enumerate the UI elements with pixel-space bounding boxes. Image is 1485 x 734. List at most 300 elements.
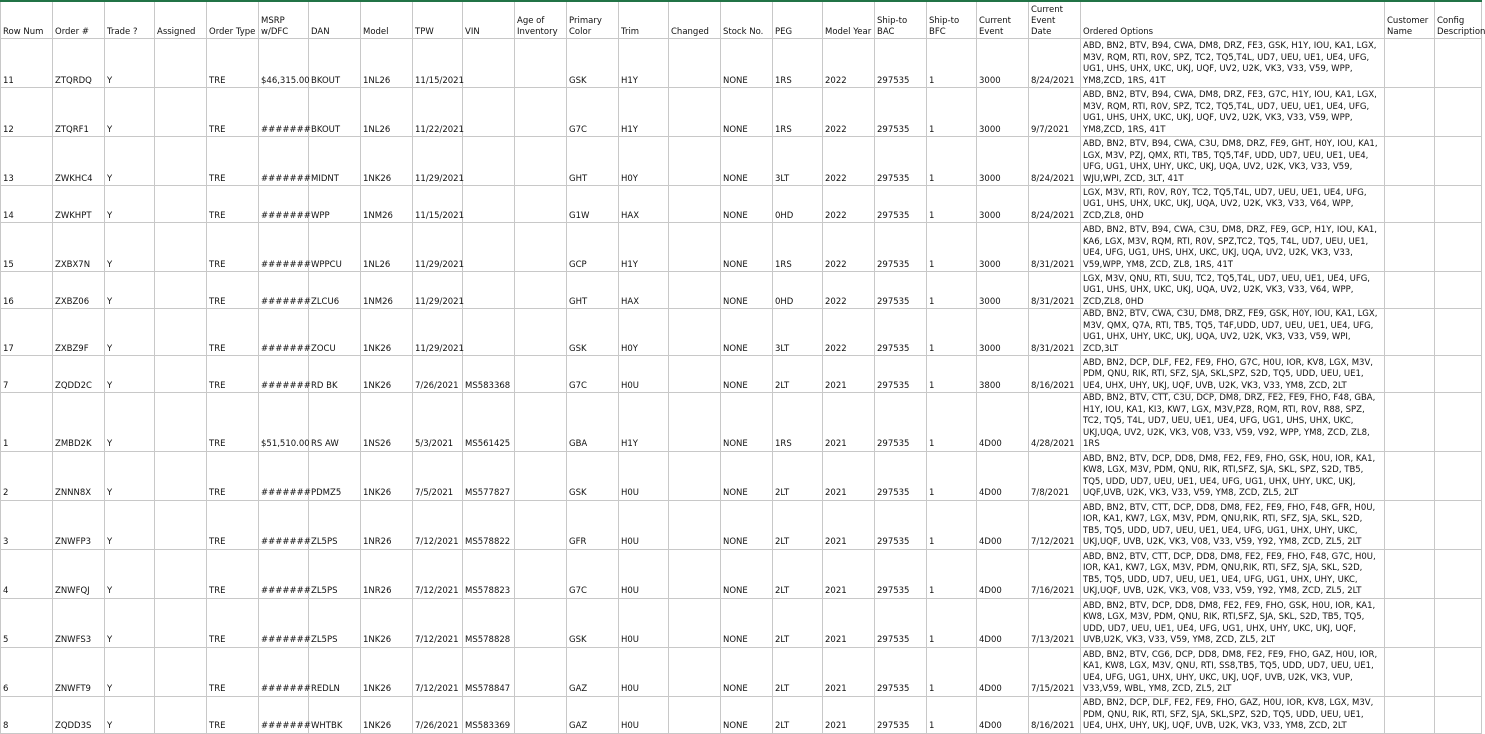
table-cell[interactable]: G7C bbox=[567, 356, 619, 393]
table-cell[interactable]: 7/12/2021 bbox=[413, 598, 463, 647]
table-cell[interactable] bbox=[155, 598, 207, 647]
table-cell[interactable] bbox=[1385, 500, 1435, 549]
table-cell[interactable]: 11 bbox=[1, 39, 53, 88]
table-cell[interactable]: Y bbox=[105, 598, 155, 647]
table-cell[interactable]: 8/16/2021 bbox=[1029, 356, 1081, 393]
column-header[interactable]: VIN bbox=[463, 1, 515, 39]
table-cell[interactable] bbox=[515, 500, 567, 549]
table-cell[interactable]: 11/29/2021 bbox=[413, 309, 463, 356]
table-cell[interactable]: 1 bbox=[927, 272, 977, 309]
table-cell[interactable]: TRE bbox=[207, 137, 259, 186]
table-cell[interactable]: 3000 bbox=[977, 186, 1029, 223]
table-cell[interactable]: TRE bbox=[207, 272, 259, 309]
table-cell[interactable] bbox=[155, 647, 207, 696]
table-cell[interactable]: H0U bbox=[619, 647, 669, 696]
table-cell[interactable] bbox=[1385, 647, 1435, 696]
table-cell[interactable]: TRE bbox=[207, 393, 259, 452]
table-cell[interactable]: 7/12/2021 bbox=[413, 549, 463, 598]
table-cell[interactable]: 8/31/2021 bbox=[1029, 272, 1081, 309]
table-cell[interactable]: ZNWFP3 bbox=[53, 500, 105, 549]
table-cell[interactable]: WPPCU bbox=[309, 223, 361, 272]
table-cell[interactable] bbox=[515, 451, 567, 500]
table-cell[interactable]: NONE bbox=[721, 598, 773, 647]
table-cell[interactable]: 0HD bbox=[773, 186, 823, 223]
table-cell[interactable]: Y bbox=[105, 309, 155, 356]
table-cell[interactable]: Y bbox=[105, 88, 155, 137]
table-cell[interactable]: 17 bbox=[1, 309, 53, 356]
table-cell[interactable]: RD BK bbox=[309, 356, 361, 393]
table-cell[interactable]: 297535 bbox=[875, 598, 927, 647]
table-cell[interactable]: 297535 bbox=[875, 500, 927, 549]
table-cell[interactable]: 8 bbox=[1, 696, 53, 733]
column-header[interactable]: Ship-to BFC bbox=[927, 1, 977, 39]
table-cell[interactable]: 1NK26 bbox=[361, 137, 413, 186]
table-cell[interactable]: GAZ bbox=[567, 696, 619, 733]
table-cell[interactable]: 11/22/2021 bbox=[413, 88, 463, 137]
table-cell[interactable]: BKOUT bbox=[309, 39, 361, 88]
table-cell[interactable]: Y bbox=[105, 356, 155, 393]
table-cell[interactable] bbox=[155, 549, 207, 598]
table-cell[interactable] bbox=[155, 696, 207, 733]
table-cell[interactable]: 1NR26 bbox=[361, 549, 413, 598]
table-cell[interactable]: 9/7/2021 bbox=[1029, 88, 1081, 137]
table-cell[interactable] bbox=[515, 393, 567, 452]
table-cell[interactable] bbox=[515, 186, 567, 223]
table-cell[interactable]: 8/24/2021 bbox=[1029, 137, 1081, 186]
table-cell[interactable] bbox=[669, 393, 721, 452]
table-cell[interactable]: BKOUT bbox=[309, 88, 361, 137]
column-header[interactable]: DAN bbox=[309, 1, 361, 39]
table-cell[interactable]: H0Y bbox=[619, 309, 669, 356]
table-cell[interactable] bbox=[1435, 309, 1482, 356]
table-cell[interactable]: 2 bbox=[1, 451, 53, 500]
table-cell[interactable] bbox=[669, 186, 721, 223]
column-header[interactable]: Trim bbox=[619, 1, 669, 39]
table-cell[interactable] bbox=[463, 137, 515, 186]
table-cell[interactable]: 7/8/2021 bbox=[1029, 451, 1081, 500]
table-cell[interactable]: 13 bbox=[1, 137, 53, 186]
table-cell[interactable]: 0HD bbox=[773, 272, 823, 309]
table-cell[interactable]: NONE bbox=[721, 549, 773, 598]
table-cell[interactable]: 2021 bbox=[823, 598, 875, 647]
table-cell[interactable]: TRE bbox=[207, 39, 259, 88]
table-cell[interactable]: ABD, BN2, BTV, CTT, DCP, DD8, DM8, FE2, FE9, FHO, F48, G7C, H0U, IOR, KA1, KW7, LGX, M3V, PDM, QNU,RIK, RTI, SFZ, SJA, SKL, S2D, TB5, TQ5, UDD, UD7, UEU, UE1, UE4, UFG, UG1, UHX, UHY, UKC, UKJ,UQF, UVB, U2K, VK3, V08, V33, V59, Y92, YM8, ZCD, ZL5, 2LT bbox=[1081, 549, 1385, 598]
table-cell[interactable] bbox=[1435, 356, 1482, 393]
table-cell[interactable]: 1 bbox=[927, 647, 977, 696]
table-cell[interactable] bbox=[155, 393, 207, 452]
table-cell[interactable] bbox=[1435, 223, 1482, 272]
table-cell[interactable]: H0U bbox=[619, 696, 669, 733]
table-cell[interactable]: Y bbox=[105, 39, 155, 88]
table-cell[interactable]: 3LT bbox=[773, 137, 823, 186]
table-cell[interactable]: Y bbox=[105, 393, 155, 452]
table-cell[interactable] bbox=[1385, 39, 1435, 88]
table-cell[interactable]: H1Y bbox=[619, 393, 669, 452]
table-cell[interactable]: 1NK26 bbox=[361, 696, 413, 733]
table-cell[interactable]: GSK bbox=[567, 598, 619, 647]
table-cell[interactable]: 4D00 bbox=[977, 598, 1029, 647]
column-header[interactable]: Model Year bbox=[823, 1, 875, 39]
table-cell[interactable]: GBA bbox=[567, 393, 619, 452]
table-cell[interactable] bbox=[1385, 137, 1435, 186]
table-cell[interactable]: 7/13/2021 bbox=[1029, 598, 1081, 647]
table-cell[interactable]: ####### bbox=[259, 451, 309, 500]
table-cell[interactable]: NONE bbox=[721, 500, 773, 549]
table-cell[interactable] bbox=[1435, 393, 1482, 452]
table-cell[interactable]: NONE bbox=[721, 309, 773, 356]
table-cell[interactable]: ZWKHPT bbox=[53, 186, 105, 223]
table-cell[interactable]: 1 bbox=[1, 393, 53, 452]
table-cell[interactable]: 297535 bbox=[875, 137, 927, 186]
table-cell[interactable]: TRE bbox=[207, 186, 259, 223]
table-cell[interactable]: 297535 bbox=[875, 549, 927, 598]
table-cell[interactable]: 8/24/2021 bbox=[1029, 186, 1081, 223]
table-cell[interactable]: TRE bbox=[207, 356, 259, 393]
table-cell[interactable]: TRE bbox=[207, 451, 259, 500]
table-cell[interactable] bbox=[1435, 696, 1482, 733]
table-cell[interactable] bbox=[1385, 549, 1435, 598]
table-cell[interactable]: GSK bbox=[567, 451, 619, 500]
table-cell[interactable] bbox=[515, 696, 567, 733]
table-cell[interactable]: 2021 bbox=[823, 451, 875, 500]
table-cell[interactable] bbox=[155, 272, 207, 309]
table-cell[interactable] bbox=[1385, 223, 1435, 272]
table-cell[interactable]: 6 bbox=[1, 647, 53, 696]
table-cell[interactable] bbox=[155, 223, 207, 272]
table-cell[interactable]: H1Y bbox=[619, 39, 669, 88]
table-cell[interactable]: NONE bbox=[721, 647, 773, 696]
table-cell[interactable] bbox=[1435, 647, 1482, 696]
table-cell[interactable]: 1 bbox=[927, 39, 977, 88]
table-cell[interactable]: H0U bbox=[619, 549, 669, 598]
table-cell[interactable]: ZWKHC4 bbox=[53, 137, 105, 186]
table-cell[interactable]: 2022 bbox=[823, 39, 875, 88]
table-cell[interactable]: 8/31/2021 bbox=[1029, 309, 1081, 356]
column-header[interactable]: Ordered Options bbox=[1081, 1, 1385, 39]
table-cell[interactable]: 1 bbox=[927, 186, 977, 223]
table-cell[interactable]: 297535 bbox=[875, 696, 927, 733]
table-cell[interactable]: 8/24/2021 bbox=[1029, 39, 1081, 88]
column-header[interactable]: MSRP w/DFC bbox=[259, 1, 309, 39]
table-cell[interactable]: ####### bbox=[259, 272, 309, 309]
table-cell[interactable]: 2022 bbox=[823, 88, 875, 137]
table-cell[interactable]: ABD, BN2, BTV, CG6, DCP, DD8, DM8, FE2, FE9, FHO, GAZ, H0U, IOR, KA1, KW8, LGX, M3V, QNU, RTI, SS8,TB5, TQ5, UDD, UD7, UEU, UE1, UE4, UFG, UG1, UHX, UHY, UKC, UKJ, UQF, UVB, U2K, VK3, VUP, V33,V59, WBL, YM8, ZCD, ZL5, 2LT bbox=[1081, 647, 1385, 696]
table-cell[interactable]: 2LT bbox=[773, 549, 823, 598]
table-cell[interactable]: ZNNN8X bbox=[53, 451, 105, 500]
table-cell[interactable] bbox=[1435, 549, 1482, 598]
table-cell[interactable]: 1 bbox=[927, 393, 977, 452]
table-cell[interactable]: 1 bbox=[927, 696, 977, 733]
table-cell[interactable]: 16 bbox=[1, 272, 53, 309]
table-cell[interactable]: 2022 bbox=[823, 309, 875, 356]
table-cell[interactable]: G7C bbox=[567, 549, 619, 598]
table-cell[interactable]: $51,510.00 bbox=[259, 393, 309, 452]
table-cell[interactable] bbox=[1435, 88, 1482, 137]
table-cell[interactable]: 297535 bbox=[875, 39, 927, 88]
table-cell[interactable]: LGX, M3V, QNU, RTI, SUU, TC2, TQ5,T4L, UD7, UEU, UE1, UE4, UFG, UG1, UHS, UHX, UKC, UKJ, UQA, UV2, U2K, VK3, V33, V64, WPP, ZCD,ZL8, 0HD bbox=[1081, 272, 1385, 309]
table-cell[interactable]: ZOCU bbox=[309, 309, 361, 356]
table-cell[interactable] bbox=[155, 88, 207, 137]
table-cell[interactable]: MS561425 bbox=[463, 393, 515, 452]
table-cell[interactable]: REDLN bbox=[309, 647, 361, 696]
table-cell[interactable] bbox=[1435, 598, 1482, 647]
table-cell[interactable]: TRE bbox=[207, 223, 259, 272]
table-cell[interactable]: 297535 bbox=[875, 272, 927, 309]
table-cell[interactable]: 1 bbox=[927, 451, 977, 500]
table-cell[interactable]: 1NM26 bbox=[361, 186, 413, 223]
table-cell[interactable]: Y bbox=[105, 647, 155, 696]
table-cell[interactable]: 1 bbox=[927, 598, 977, 647]
table-cell[interactable] bbox=[1435, 272, 1482, 309]
table-cell[interactable]: 12 bbox=[1, 88, 53, 137]
table-cell[interactable]: HAX bbox=[619, 186, 669, 223]
table-cell[interactable] bbox=[1385, 393, 1435, 452]
table-cell[interactable] bbox=[669, 39, 721, 88]
table-cell[interactable]: MS578828 bbox=[463, 598, 515, 647]
table-cell[interactable]: NONE bbox=[721, 137, 773, 186]
table-cell[interactable]: 3000 bbox=[977, 272, 1029, 309]
table-cell[interactable] bbox=[515, 137, 567, 186]
table-cell[interactable]: TRE bbox=[207, 88, 259, 137]
table-cell[interactable]: 2022 bbox=[823, 137, 875, 186]
table-cell[interactable] bbox=[1385, 309, 1435, 356]
table-cell[interactable] bbox=[515, 272, 567, 309]
table-cell[interactable]: ####### bbox=[259, 549, 309, 598]
table-cell[interactable]: ZXBZ9F bbox=[53, 309, 105, 356]
table-cell[interactable]: GHT bbox=[567, 272, 619, 309]
table-cell[interactable]: 4D00 bbox=[977, 393, 1029, 452]
table-cell[interactable]: H1Y bbox=[619, 223, 669, 272]
table-cell[interactable] bbox=[1435, 451, 1482, 500]
table-cell[interactable]: TRE bbox=[207, 647, 259, 696]
table-cell[interactable]: ABD, BN2, BTV, CTT, DCP, DD8, DM8, FE2, FE9, FHO, F48, GFR, H0U, IOR, KA1, KW7, LGX, M3V, PDM, QNU,RIK, RTI, SFZ, SJA, SKL, S2D, TB5, TQ5, UDD, UD7, UEU, UE1, UE4, UFG, UG1, UHX, UHY, UKC, UKJ,UQF, UVB, U2K, VK3, V08, V33, V59, Y92, YM8, ZCD, ZL5, 2LT bbox=[1081, 500, 1385, 549]
table-cell[interactable]: 4D00 bbox=[977, 451, 1029, 500]
table-cell[interactable]: Y bbox=[105, 549, 155, 598]
table-cell[interactable] bbox=[1385, 696, 1435, 733]
table-cell[interactable]: 7/12/2021 bbox=[413, 500, 463, 549]
table-cell[interactable] bbox=[515, 223, 567, 272]
table-cell[interactable]: ABD, BN2, DCP, DLF, FE2, FE9, FHO, GAZ, H0U, IOR, KV8, LGX, M3V, PDM, QNU, RIK, RTI, SFZ, SJA, SKL,SPZ, S2D, TQ5, UDD, UEU, UE1, UE4, UHX, UHY, UKJ, UQF, UVB, U2K, VK3, V33, YM8, ZCD, 2LT bbox=[1081, 696, 1385, 733]
table-cell[interactable] bbox=[669, 309, 721, 356]
table-cell[interactable]: 2LT bbox=[773, 696, 823, 733]
table-cell[interactable]: Y bbox=[105, 186, 155, 223]
table-cell[interactable]: 7/16/2021 bbox=[1029, 549, 1081, 598]
table-cell[interactable]: ABD, BN2, BTV, B94, CWA, C3U, DM8, DRZ, FE9, GHT, H0Y, IOU, KA1, LGX, M3V, PZJ, QMX, RTI, TB5, TQ5,T4F, UDD, UD7, UEU, UE1, UE4, UFG, UG1, UHX, UHY, UKC, UKJ, UQA, UV2, U2K, VK3, V33, V59, WJU,WPI, ZCD, 3LT, 41T bbox=[1081, 137, 1385, 186]
table-cell[interactable]: WPP bbox=[309, 186, 361, 223]
table-cell[interactable]: 1NR26 bbox=[361, 500, 413, 549]
table-cell[interactable]: ####### bbox=[259, 696, 309, 733]
table-cell[interactable]: 2LT bbox=[773, 598, 823, 647]
table-cell[interactable]: 2LT bbox=[773, 451, 823, 500]
table-cell[interactable]: 2LT bbox=[773, 356, 823, 393]
table-cell[interactable]: NONE bbox=[721, 272, 773, 309]
table-cell[interactable] bbox=[463, 88, 515, 137]
table-cell[interactable]: GSK bbox=[567, 309, 619, 356]
column-header[interactable]: Primary Color bbox=[567, 1, 619, 39]
table-cell[interactable] bbox=[669, 598, 721, 647]
table-cell[interactable]: 1NK26 bbox=[361, 451, 413, 500]
table-cell[interactable]: 3 bbox=[1, 500, 53, 549]
table-cell[interactable]: 1RS bbox=[773, 393, 823, 452]
column-header[interactable]: Trade ? bbox=[105, 1, 155, 39]
table-cell[interactable] bbox=[155, 356, 207, 393]
table-cell[interactable]: TRE bbox=[207, 549, 259, 598]
table-cell[interactable]: 2021 bbox=[823, 393, 875, 452]
table-cell[interactable]: 5 bbox=[1, 598, 53, 647]
table-cell[interactable]: TRE bbox=[207, 696, 259, 733]
column-header[interactable]: PEG bbox=[773, 1, 823, 39]
table-cell[interactable]: ABD, BN2, DCP, DLF, FE2, FE9, FHO, G7C, H0U, IOR, KV8, LGX, M3V, PDM, QNU, RIK, RTI, SFZ, SJA, SKL,SPZ, S2D, TQ5, UDD, UEU, UE1, UE4, UHX, UHY, UKJ, UQF, UVB, U2K, VK3, V33, YM8, ZCD, 2LT bbox=[1081, 356, 1385, 393]
table-cell[interactable]: 2LT bbox=[773, 647, 823, 696]
table-cell[interactable]: 11/15/2021 bbox=[413, 186, 463, 223]
table-cell[interactable]: 2021 bbox=[823, 696, 875, 733]
table-cell[interactable]: MS578823 bbox=[463, 549, 515, 598]
table-cell[interactable] bbox=[463, 186, 515, 223]
table-cell[interactable]: 3000 bbox=[977, 88, 1029, 137]
table-cell[interactable] bbox=[669, 647, 721, 696]
table-cell[interactable]: 4 bbox=[1, 549, 53, 598]
table-cell[interactable]: H0U bbox=[619, 500, 669, 549]
column-header[interactable]: Ship-to BAC bbox=[875, 1, 927, 39]
table-cell[interactable]: H0U bbox=[619, 598, 669, 647]
table-cell[interactable]: ZQDD3S bbox=[53, 696, 105, 733]
table-cell[interactable]: 297535 bbox=[875, 223, 927, 272]
column-header[interactable]: Assigned bbox=[155, 1, 207, 39]
table-cell[interactable]: 8/16/2021 bbox=[1029, 696, 1081, 733]
table-cell[interactable]: 1 bbox=[927, 137, 977, 186]
table-cell[interactable]: Y bbox=[105, 137, 155, 186]
table-cell[interactable]: 2021 bbox=[823, 356, 875, 393]
column-header[interactable]: Row Num bbox=[1, 1, 53, 39]
table-cell[interactable]: HAX bbox=[619, 272, 669, 309]
table-cell[interactable] bbox=[1435, 137, 1482, 186]
table-cell[interactable]: G7C bbox=[567, 88, 619, 137]
table-cell[interactable] bbox=[463, 272, 515, 309]
table-cell[interactable]: H0U bbox=[619, 451, 669, 500]
table-cell[interactable] bbox=[515, 598, 567, 647]
table-cell[interactable]: ZXBZ06 bbox=[53, 272, 105, 309]
table-cell[interactable]: NONE bbox=[721, 393, 773, 452]
table-cell[interactable]: 297535 bbox=[875, 393, 927, 452]
column-header[interactable]: TPW bbox=[413, 1, 463, 39]
table-cell[interactable] bbox=[515, 39, 567, 88]
table-cell[interactable]: ####### bbox=[259, 137, 309, 186]
table-cell[interactable]: Y bbox=[105, 272, 155, 309]
table-cell[interactable] bbox=[515, 88, 567, 137]
table-cell[interactable]: 297535 bbox=[875, 647, 927, 696]
table-cell[interactable] bbox=[1435, 500, 1482, 549]
table-cell[interactable] bbox=[515, 356, 567, 393]
table-cell[interactable]: Y bbox=[105, 696, 155, 733]
table-cell[interactable] bbox=[515, 647, 567, 696]
table-cell[interactable] bbox=[515, 309, 567, 356]
table-cell[interactable]: H0Y bbox=[619, 137, 669, 186]
table-cell[interactable]: ABD, BN2, BTV, DCP, DD8, DM8, FE2, FE9, FHO, GSK, H0U, IOR, KA1, KW8, LGX, M3V, PDM, QNU, RIK, RTI,SFZ, SJA, SKL, S2D, TB5, TQ5, UDD, UD7, UEU, UE1, UE4, UFG, UG1, UHX, UHY, UKC, UKJ, UQF, UVB,U2K, VK3, V33, V59, YM8, ZCD, ZL5, 2LT bbox=[1081, 598, 1385, 647]
column-header[interactable]: Config Description bbox=[1435, 1, 1482, 39]
table-cell[interactable]: 7 bbox=[1, 356, 53, 393]
table-cell[interactable]: MS577827 bbox=[463, 451, 515, 500]
table-cell[interactable]: 4D00 bbox=[977, 647, 1029, 696]
table-cell[interactable]: ABD, BN2, BTV, B94, CWA, DM8, DRZ, FE3, G7C, H1Y, IOU, KA1, LGX, M3V, RQM, RTI, R0V, SPZ, TC2, TQ5,T4L, UD7, UEU, UE1, UE4, UFG, UG1, UHS, UHX, UKC, UKJ, UQF, UV2, U2K, VK3, V33, V59, WPP, YM8,ZCD, 1RS, 41T bbox=[1081, 88, 1385, 137]
table-cell[interactable]: Y bbox=[105, 223, 155, 272]
table-cell[interactable]: 1NK26 bbox=[361, 356, 413, 393]
table-cell[interactable]: 1RS bbox=[773, 223, 823, 272]
table-cell[interactable]: ZNWFQJ bbox=[53, 549, 105, 598]
table-cell[interactable] bbox=[155, 309, 207, 356]
table-cell[interactable]: 1 bbox=[927, 549, 977, 598]
table-cell[interactable]: 2022 bbox=[823, 186, 875, 223]
table-cell[interactable] bbox=[155, 137, 207, 186]
table-cell[interactable]: 7/12/2021 bbox=[413, 647, 463, 696]
table-cell[interactable] bbox=[155, 186, 207, 223]
table-cell[interactable]: 297535 bbox=[875, 309, 927, 356]
table-cell[interactable]: 297535 bbox=[875, 88, 927, 137]
table-cell[interactable]: Y bbox=[105, 500, 155, 549]
table-cell[interactable]: ZQDD2C bbox=[53, 356, 105, 393]
table-cell[interactable] bbox=[669, 137, 721, 186]
table-cell[interactable]: 2022 bbox=[823, 223, 875, 272]
table-cell[interactable]: 1 bbox=[927, 356, 977, 393]
table-cell[interactable]: PDMZ5 bbox=[309, 451, 361, 500]
table-cell[interactable]: 15 bbox=[1, 223, 53, 272]
table-cell[interactable]: H0U bbox=[619, 356, 669, 393]
table-cell[interactable]: NONE bbox=[721, 186, 773, 223]
table-cell[interactable]: ZL5PS bbox=[309, 598, 361, 647]
table-cell[interactable]: TRE bbox=[207, 598, 259, 647]
column-header[interactable]: Stock No. bbox=[721, 1, 773, 39]
table-cell[interactable]: ZL5PS bbox=[309, 549, 361, 598]
table-cell[interactable]: MS578822 bbox=[463, 500, 515, 549]
table-cell[interactable]: 2021 bbox=[823, 647, 875, 696]
table-cell[interactable] bbox=[669, 500, 721, 549]
table-cell[interactable]: 1NL26 bbox=[361, 223, 413, 272]
table-cell[interactable]: GAZ bbox=[567, 647, 619, 696]
table-cell[interactable]: 2021 bbox=[823, 549, 875, 598]
table-cell[interactable] bbox=[669, 88, 721, 137]
table-cell[interactable] bbox=[669, 272, 721, 309]
table-cell[interactable]: 1NM26 bbox=[361, 272, 413, 309]
table-cell[interactable]: 3000 bbox=[977, 39, 1029, 88]
table-cell[interactable] bbox=[1385, 451, 1435, 500]
table-cell[interactable] bbox=[669, 356, 721, 393]
table-cell[interactable]: ZNWFS3 bbox=[53, 598, 105, 647]
table-cell[interactable]: NONE bbox=[721, 356, 773, 393]
table-cell[interactable] bbox=[463, 309, 515, 356]
column-header[interactable]: Order # bbox=[53, 1, 105, 39]
column-header[interactable]: Order Type bbox=[207, 1, 259, 39]
table-cell[interactable] bbox=[155, 39, 207, 88]
table-cell[interactable]: 3000 bbox=[977, 137, 1029, 186]
table-cell[interactable]: TRE bbox=[207, 309, 259, 356]
table-cell[interactable]: GCP bbox=[567, 223, 619, 272]
table-cell[interactable]: MS578847 bbox=[463, 647, 515, 696]
table-cell[interactable]: 297535 bbox=[875, 186, 927, 223]
table-cell[interactable]: 297535 bbox=[875, 356, 927, 393]
table-cell[interactable]: ZMBD2K bbox=[53, 393, 105, 452]
table-cell[interactable]: MS583368 bbox=[463, 356, 515, 393]
table-cell[interactable]: 7/15/2021 bbox=[1029, 647, 1081, 696]
table-cell[interactable]: 3000 bbox=[977, 223, 1029, 272]
table-cell[interactable]: 1 bbox=[927, 223, 977, 272]
table-cell[interactable]: 7/5/2021 bbox=[413, 451, 463, 500]
table-cell[interactable]: MIDNT bbox=[309, 137, 361, 186]
table-cell[interactable]: ABD, BN2, BTV, DCP, DD8, DM8, FE2, FE9, FHO, GSK, H0U, IOR, KA1, KW8, LGX, M3V, PDM, QNU, RIK, RTI,SFZ, SJA, SKL, SPZ, S2D, TB5, TQ5, UDD, UD7, UEU, UE1, UE4, UFG, UG1, UHX, UHY, UKC, UKJ, UQF,UVB, U2K, VK3, V33, V59, YM8, ZCD, ZL5, 2LT bbox=[1081, 451, 1385, 500]
table-cell[interactable]: ####### bbox=[259, 223, 309, 272]
table-cell[interactable]: 297535 bbox=[875, 451, 927, 500]
table-cell[interactable]: ABD, BN2, BTV, B94, CWA, C3U, DM8, DRZ, FE9, GCP, H1Y, IOU, KA1, KA6, LGX, M3V, RQM, RTI, R0V, SPZ,TC2, TQ5, T4L, UD7, UEU, UE1, UE4, UFG, UG1, UHS, UHX, UKC, UKJ, UQA, UV2, U2K, VK3, V33, V59,WPP, YM8, ZCD, ZL8, 1RS, 41T bbox=[1081, 223, 1385, 272]
table-cell[interactable]: 11/29/2021 bbox=[413, 272, 463, 309]
table-cell[interactable]: 1NK26 bbox=[361, 309, 413, 356]
